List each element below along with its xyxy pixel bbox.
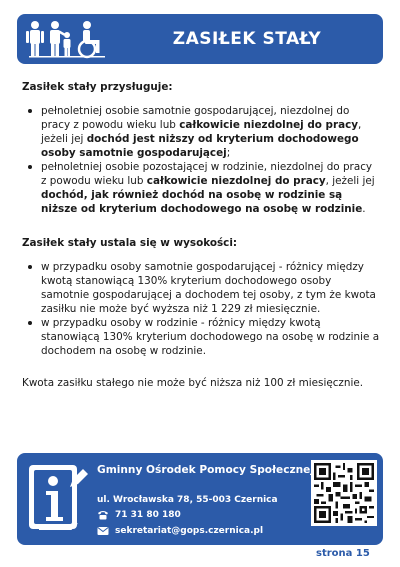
main-content: [22, 80, 380, 390]
list-item-text: ;: [226, 147, 231, 159]
list-item-bold: całkowicie niezdolnej do pracy: [179, 119, 359, 131]
organization-name: Gminny Ośrodek Pomocy Społecznej: [97, 464, 315, 476]
address-text: ul. Wrocławska 78, 55-003 Czernica: [97, 495, 278, 505]
list-item-bold: dochód, jak również dochód na osobę w rodzinie są niższe od kryterium dochodowego na osobę w rodzinie: [41, 189, 363, 215]
list-item: [24, 160, 380, 216]
minimum-amount-note: Kwota zasiłku stałego nie może być niższa niż 100 zł miesięcznie.: [22, 377, 364, 389]
section-heading-eligibility: Zasiłek stały przysługuje:: [22, 81, 173, 93]
family-icon: [25, 19, 111, 59]
list-item-bold: całkowicie niezdolnej do pracy: [146, 175, 326, 187]
contact-footer: [17, 453, 383, 545]
phone-icon: [97, 510, 109, 520]
page-number: strona 15: [316, 548, 370, 559]
list-item-text: pełnoletniej osobie pozostającej w rodzinie, niezdolnej do pracy z powodu wieku lub: [41, 161, 373, 187]
phone-line: [97, 510, 181, 520]
list-item: w przypadku osoby w rodzinie - różnicy między kwotą stanowiącą 130% kryterium dochodowego na osobę w rodzinie a dochodem na osobę w rodzinie.: [24, 316, 380, 358]
email-line: [97, 526, 263, 536]
email-text[interactable]: sekretariat@gops.czernica.pl: [115, 526, 264, 536]
list-item-text: .: [362, 203, 366, 215]
list-item: w przypadku osoby samotnie gospodarującej - różnicy między kwotą stanowiącą 130% kryterium dochodowego osoby samotnie gospodarującej a dochodem tej osoby, z tym że kwota zasiłku nie może być wyższa niż 1 229 zł miesięcznie.: [24, 260, 380, 316]
address-line: [97, 495, 278, 505]
info-logo-icon: [25, 459, 91, 539]
phone-text[interactable]: 71 31 80 180: [115, 510, 181, 520]
amount-list: [24, 260, 380, 358]
page-header: [17, 14, 383, 64]
email-icon: [97, 526, 109, 536]
list-item-text: , jeżeli jej: [325, 175, 375, 187]
page-title: ZASIŁEK STAŁY: [172, 29, 322, 49]
list-item: [24, 104, 380, 160]
qr-code-icon[interactable]: [311, 460, 377, 526]
list-item-bold: dochód jest niższy od kryterium dochodowego osoby samotnie gospodarującej: [41, 133, 359, 159]
section-heading-amount: Zasiłek stały ustala się w wysokości:: [22, 237, 238, 249]
eligibility-list: [24, 104, 380, 216]
list-item-text: pełnoletniej osobie samotnie gospodarującej, niezdolnej do pracy z powodu wieku lub: [41, 105, 350, 131]
list-item-text: , jeżeli jej: [41, 119, 362, 145]
